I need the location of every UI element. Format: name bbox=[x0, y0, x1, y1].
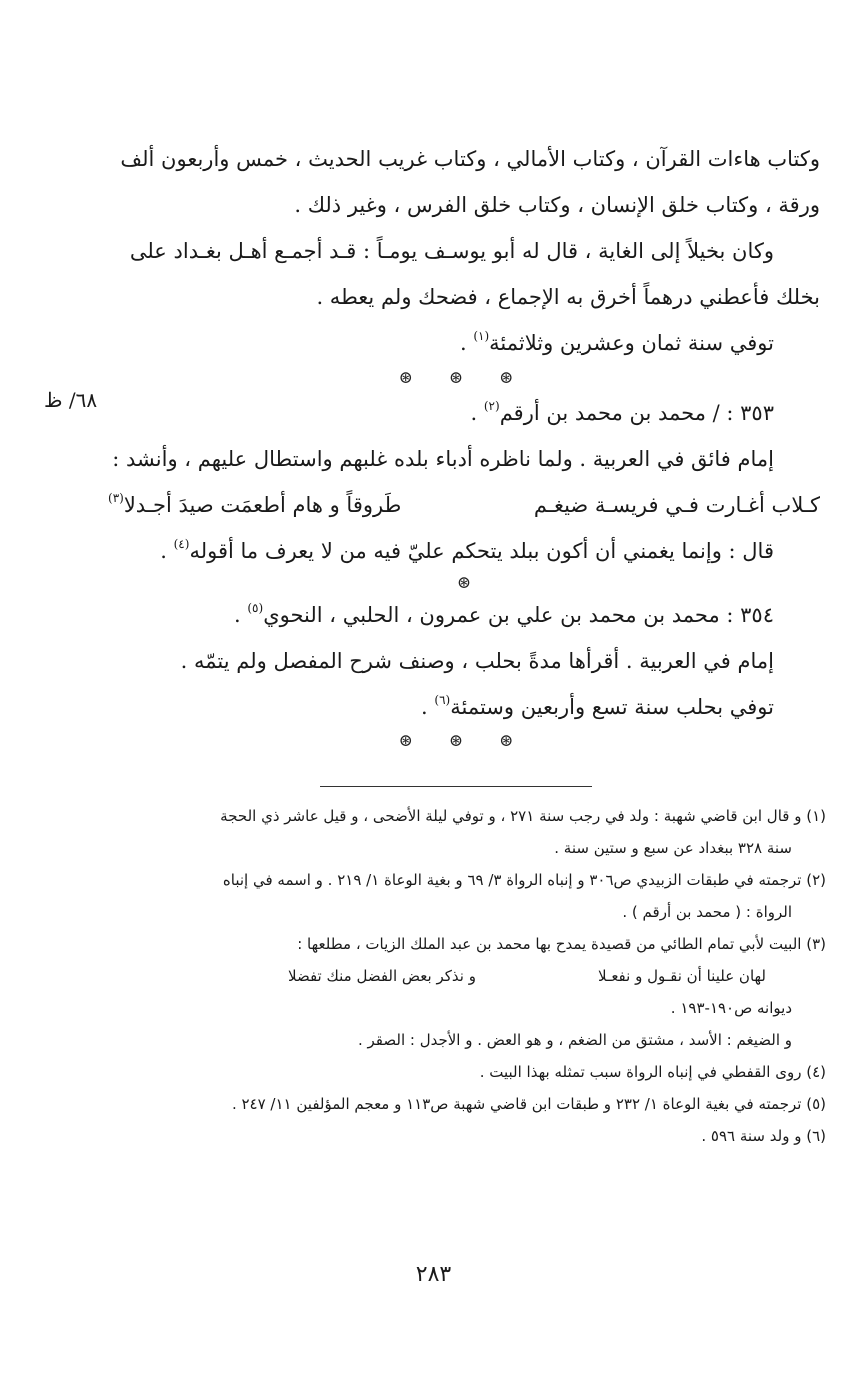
verse-hemistich-left: و نذكر بعض الفضل منك تفضلا bbox=[288, 967, 476, 985]
text-line: وكان بخيلاً إلى الغاية ، قال له أبو يوسـف يومـاً : قـد أجمـع أهـل بغـداد على bbox=[129, 239, 774, 263]
footnote-3-gloss: و الضيغم : الأسد ، مشتق من الضغم ، و هو العض . و الأجدل : الصقر . bbox=[357, 1031, 792, 1049]
footnote-2: (٢) ترجمته في طبقات الزبيدي ص٣٠٦ و إنباه الرواة ٣/ ٦٩ و بغية الوعاة ١/ ٢١٩ . و اسمه في إنباه bbox=[222, 871, 826, 889]
footnote-ref: (٢) bbox=[483, 399, 500, 413]
footnote-6: (٦) و ولد سنة ٥٩٦ . bbox=[701, 1127, 826, 1145]
footnote-1-cont: سنة ٣٢٨ ببغداد عن سبع و ستين سنة . bbox=[554, 839, 792, 857]
text-line: إمام فائق في العربية . ولما ناظره أدباء بلده غلبهم واستطال عليهم ، وأنشد : bbox=[112, 447, 774, 471]
section-ornament bbox=[108, 730, 820, 752]
single-ornament bbox=[108, 574, 820, 592]
ornament-icon: ⊛ bbox=[456, 573, 472, 593]
poem-verse bbox=[108, 482, 820, 528]
footnote-1: (١) و قال ابن قاضي شهبة : ولد في رجب سنة ٢٧١ ، و توفي ليلة الأضحى ، و قيل عاشر ذي الحجة bbox=[220, 807, 826, 825]
footnote-ref: (٥) bbox=[247, 601, 264, 615]
footnote-2-cont: الرواة : ( محمد بن أرقم ) . bbox=[622, 903, 792, 921]
death-note: توفي سنة ثمان وعشرين وثلاثمئة$^{(١)}$ . bbox=[459, 329, 774, 355]
footnote-4: (٤) روى القفطي في إنباه الرواة سبب تمثله بهذا البيت . bbox=[479, 1063, 826, 1081]
ornament-icon: ⊛ bbox=[448, 731, 480, 751]
main-text bbox=[108, 136, 820, 752]
footnote-ref: (٣) bbox=[108, 491, 124, 505]
manuscript-folio-note: ٦٨/ ظ bbox=[44, 388, 98, 412]
entry-heading-353: ٣٥٣ : / محمد بن محمد بن أرقم$^{(٢)}$ . bbox=[470, 399, 774, 425]
verse-hemistich-left: طَروقاً و هام أطعمَت صيدَ أجـدلا$^{(٣)}$ bbox=[108, 491, 402, 517]
text-line: ورقة ، وكتاب خلق الإنسان ، وكتاب خلق الفرس ، وغير ذلك . bbox=[294, 193, 820, 217]
text-line: إمام في العربية . أقرأها مدةً بحلب ، وصنف شرح المفصل ولم يتمّه . bbox=[180, 649, 774, 673]
footnote-ref: (١) bbox=[473, 329, 490, 343]
footnote-5: (٥) ترجمته في بغية الوعاة ١/ ٢٣٢ و طبقات ابن قاضي شهبة ص١١٣ و معجم المؤلفين ١١/ ٢٤٧ . bbox=[231, 1095, 826, 1113]
footnote-3-verse bbox=[108, 960, 826, 992]
footnote-divider bbox=[320, 786, 592, 787]
footnotes bbox=[108, 800, 826, 1152]
verse-hemistich-right: لهان علينا أن نقـول و نفعـلا bbox=[597, 967, 766, 985]
ornament-icon: ⊛ bbox=[398, 731, 429, 751]
footnote-ref: (٦) bbox=[434, 693, 451, 707]
text-line: بخلك فأعطني درهماً أخرق به الإجماع ، فضحك ولم يعطه . bbox=[316, 285, 820, 309]
footnote-ref: (٤) bbox=[173, 537, 190, 551]
ornament-icon: ⊛ bbox=[448, 368, 480, 388]
page-number: ٢٨٣ bbox=[415, 1262, 452, 1287]
footnote-3: (٣) البيت لأبي تمام الطائي من قصيدة يمدح بها محمد بن عبد الملك الزيات ، مطلعها : bbox=[297, 935, 826, 953]
verse-hemistich-right: كـلاب أغـارت فـي فريسـة ضيغـم bbox=[533, 493, 820, 517]
text-line: وكتاب هاءات القرآن ، وكتاب الأمالي ، وكتاب غريب الحديث ، خمس وأربعون ألف bbox=[120, 147, 820, 171]
footnote-3-source: ديوانه ص١٩٠-١٩٣ . bbox=[670, 999, 792, 1017]
text-line: قال : وإنما يغمني أن أكون ببلد يتحكم عليّ فيه من لا يعرف ما أقوله$^{(٤)}$ . bbox=[160, 537, 774, 563]
ornament-icon: ⊛ bbox=[499, 368, 530, 388]
entry-heading-354: ٣٥٤ : محمد بن محمد بن علي بن عمرون ، الحلبي ، النحوي$^{(٥)}$ . bbox=[234, 601, 774, 627]
death-note: توفي بحلب سنة تسع وأربعين وستمئة$^{(٦)}$ . bbox=[421, 693, 774, 719]
ornament-icon: ⊛ bbox=[499, 731, 530, 751]
ornament-icon: ⊛ bbox=[398, 368, 429, 388]
section-ornament bbox=[108, 366, 820, 390]
